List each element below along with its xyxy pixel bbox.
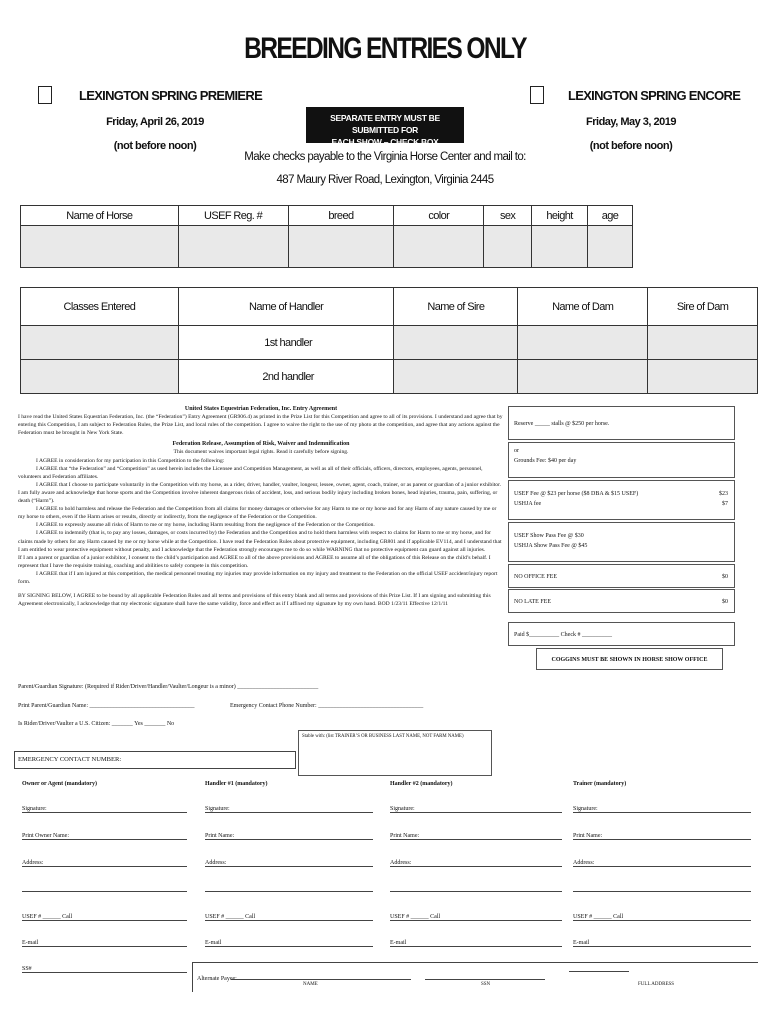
trainer-email[interactable]: E-mail bbox=[573, 940, 751, 947]
col-horse-name: Name of Horse bbox=[21, 206, 179, 226]
late-fee-label: NO LATE FEE bbox=[514, 599, 551, 605]
col-sire-of-dam: Sire of Dam bbox=[648, 288, 758, 326]
stall-reserve-label: Reserve _____ stalls @ $250 per horse. bbox=[514, 421, 610, 427]
late-fee-amount: $0 bbox=[722, 599, 728, 605]
owner-ssn[interactable]: SS# bbox=[22, 966, 187, 973]
classes-table bbox=[20, 287, 758, 394]
handler2-email[interactable]: E-mail bbox=[390, 940, 562, 947]
col-sex: sex bbox=[484, 206, 532, 226]
release-subheading: This document waives important legal rights. Read it carefully before signing. bbox=[173, 449, 349, 456]
entry-agreement bbox=[18, 405, 504, 608]
ushja-fee-amount: $7 bbox=[722, 501, 728, 507]
input-sex[interactable] bbox=[484, 226, 532, 268]
col-height: height bbox=[532, 206, 588, 226]
handler2-signature[interactable]: Signature: bbox=[390, 806, 562, 813]
input-color[interactable] bbox=[394, 226, 484, 268]
show-date-premiere: Friday, April 26, 2019 bbox=[106, 116, 204, 128]
handler2-print-name[interactable]: Print Name: bbox=[390, 833, 562, 840]
handler1-usef[interactable]: USEF # ______ Call bbox=[205, 914, 373, 921]
coggins-label: COGGINS MUST BE SHOWN IN HORSE SHOW OFFICE bbox=[551, 657, 708, 663]
col-color: color bbox=[394, 206, 484, 226]
owner-print-name[interactable]: Print Owner Name: bbox=[22, 833, 187, 840]
col-usef-reg: USEF Reg. # bbox=[178, 206, 288, 226]
separate-entry-notice bbox=[306, 107, 464, 147]
coggins-notice bbox=[536, 648, 723, 670]
handler2-address-line2[interactable] bbox=[390, 891, 562, 892]
print-parent-name[interactable]: Print Parent/Guardian Name: ___________________________________ bbox=[18, 703, 195, 709]
handler1-heading: Handler #1 (mandatory) bbox=[205, 781, 268, 787]
late-fee-row bbox=[508, 589, 735, 613]
alternate-payee-box[interactable] bbox=[192, 962, 758, 992]
citizen-question[interactable]: Is Rider/Driver/Vaulter a U.S. Citizen: _______ Yes _______ No bbox=[18, 721, 175, 727]
owner-signature[interactable]: Signature: bbox=[22, 806, 187, 813]
agreement-p4: I AGREE that I choose to participate voluntarily in the Competition with my horse, as a rider, driver, handler, vaulter, longeur, lessee, owner, agent, coach, trainer, or as parent or guardian of a junior exhibitor. I am fully aware and acknowledge that horse sports and the Competition involve inherent dangerous risks of accident, loss, and serious bodily injury including broken bones, head injuries, trauma, pain, suffering, or death (“Harm”). bbox=[18, 481, 502, 505]
office-fee-row bbox=[508, 564, 735, 588]
input-class-1[interactable] bbox=[21, 326, 179, 360]
office-fee-label: NO OFFICE FEE bbox=[514, 574, 558, 580]
col-dam-name: Name of Dam bbox=[518, 288, 648, 326]
show-note-premiere: (not before noon) bbox=[113, 140, 197, 152]
checkbox-spring-premiere[interactable] bbox=[38, 86, 52, 104]
col-age: age bbox=[588, 206, 633, 226]
input-age[interactable] bbox=[588, 226, 633, 268]
stable-with-label: Stable with: (list TRAINER’S OR BUSINESS LAST NAME, NOT FARM NAME) bbox=[302, 734, 464, 739]
usef-fee-label: USEF Fee @ $23 per horse ($8 DBA & $15 USEF) bbox=[514, 491, 639, 497]
input-sire-2[interactable] bbox=[394, 360, 518, 394]
agreement-heading: United States Equestrian Federation, Inc. Entry Agreement bbox=[184, 406, 338, 412]
agreement-p5: I AGREE to hold harmless and release the Federation and the Competition from all claims for money damages or otherwise for any Harm to me or my horse and for any Harm of any nature caused by me or my horse to others, even if the Harm arises or results, directly or indirectly, from the negligence of the Federation or the Competition. bbox=[18, 506, 497, 521]
emergency-contact-box[interactable] bbox=[14, 751, 296, 769]
parent-signature[interactable]: Parent/Guardian Signature: (Required if Rider/Driver/Handler/Vaulter/Longeur is a minor) ___________________________ bbox=[18, 684, 319, 690]
alt-payee-address-caption: FULL ADDRESS bbox=[638, 982, 675, 987]
alt-payee-address-line[interactable] bbox=[569, 971, 629, 972]
mailing-instructions: Make checks payable to the Virginia Horse Center and mail to: bbox=[244, 151, 526, 163]
trainer-heading: Trainer (mandatory) bbox=[573, 781, 627, 787]
input-sire-of-dam-2[interactable] bbox=[648, 360, 758, 394]
handler1-print-name[interactable]: Print Name: bbox=[205, 833, 373, 840]
stable-with-box[interactable] bbox=[298, 730, 492, 776]
alt-payee-name-line[interactable] bbox=[231, 979, 411, 980]
agreement-p7: I AGREE to indemnify (that is, to pay any losses, damages, or costs incurred by) the Federation and the Competition and to hold them harmless with respect to claims for Harm to me or my horse, and for claims made by others for any Harm caused by me or my horse while at the Competition. I have read the Federation Rules about protective equipment, including GR801 and if applicable EV114, and I understand that I am entitled to wear protective equipment without penalty, and I acknowledge that the Federation strongly encourages me to do so while WARNING that no protective equipment can guard against all injuries. bbox=[18, 530, 502, 553]
office-fee-amount: $0 bbox=[722, 574, 728, 580]
agreement-p8: If I am a parent or guardian of a junior exhibitor, I consent to the child’s participation and AGREE to all of the above provisions and AGREE to assume all of the obligations of this Release on the child’s behalf. I represent that I have the requisite training, coaching and abilities to safely compete in this competition. bbox=[18, 554, 491, 569]
grounds-fee-label: Grounds Fee: $40 per day bbox=[514, 458, 577, 464]
input-sire-of-dam-1[interactable] bbox=[648, 326, 758, 360]
agreement-p10: BY SIGNING BELOW, I AGREE to be bound by all applicable Federation Rules and all terms and provisions of this entry blank and all terms and provisions of this Prize List. If I am signing and submitting this Agreement electronically, I acknowledge that my electronic signature shall have the same validity, force and effect as if I affixed my signature by my own hand. BOD 1/23/11 Effective 12/1/11 bbox=[18, 593, 491, 608]
trainer-address[interactable]: Address: bbox=[573, 860, 751, 867]
col-sire-name: Name of Sire bbox=[394, 288, 518, 326]
handler-row-1[interactable]: 1st handler bbox=[178, 326, 394, 360]
trainer-signature[interactable]: Signature: bbox=[573, 806, 751, 813]
paid-label: Paid $__________ Check # __________ bbox=[514, 632, 612, 638]
show-date-encore: Friday, May 3, 2019 bbox=[586, 116, 676, 128]
usef-pass-label: USEF Show Pass Fee @ $30 bbox=[514, 533, 584, 539]
handler1-address[interactable]: Address: bbox=[205, 860, 373, 867]
input-sire-1[interactable] bbox=[394, 326, 518, 360]
trainer-print-name[interactable]: Print Name: bbox=[573, 833, 751, 840]
emergency-phone[interactable]: Emergency Contact Phone Number: ___________________________________ bbox=[230, 703, 424, 709]
stall-reserve[interactable] bbox=[508, 406, 735, 440]
agreement-p9: I AGREE that if I am injured at this competition, the medical personnel treating my injuries may provide information on my injury and treatment to the Federation on the official USEF accident/injury report form. bbox=[18, 570, 498, 585]
input-class-2[interactable] bbox=[21, 360, 179, 394]
show-note-encore: (not before noon) bbox=[589, 140, 673, 152]
input-breed[interactable] bbox=[288, 226, 394, 268]
ushja-fee-label: USHJA fee bbox=[514, 501, 542, 507]
col-breed: breed bbox=[288, 206, 394, 226]
agreement-p6: I AGREE to expressly assume all risks of Harm to me or my horse, including Harm resulting from the negligence of the Federation or the Competition. bbox=[36, 522, 375, 529]
owner-agent-heading: Owner or Agent (mandatory) bbox=[22, 781, 97, 787]
horse-info-table bbox=[20, 205, 633, 268]
trainer-address-line2[interactable] bbox=[573, 891, 751, 892]
alt-payee-name-caption: NAME bbox=[303, 982, 318, 987]
owner-address[interactable]: Address: bbox=[22, 860, 187, 867]
input-dam-2[interactable] bbox=[518, 360, 648, 394]
handler2-address[interactable]: Address: bbox=[390, 860, 562, 867]
grounds-fee bbox=[508, 442, 735, 478]
page-title: BREEDING ENTRIES ONLY bbox=[244, 32, 526, 65]
handler1-address-line2[interactable] bbox=[205, 891, 373, 892]
separate-entry-line2: EACH SHOW – CHECK BOX bbox=[331, 137, 439, 147]
col-handler-name: Name of Handler bbox=[178, 288, 394, 326]
owner-usef[interactable]: USEF # ______ Call bbox=[22, 914, 187, 921]
alt-payee-ssn-line[interactable] bbox=[425, 979, 545, 980]
handler-row-2[interactable]: 2nd handler bbox=[178, 360, 394, 394]
input-height[interactable] bbox=[532, 226, 588, 268]
paid-row[interactable] bbox=[508, 622, 735, 646]
usef-fee-row bbox=[508, 480, 735, 520]
handler1-signature[interactable]: Signature: bbox=[205, 806, 373, 813]
show-name-encore: LEXINGTON SPRING ENCORE bbox=[568, 88, 741, 103]
usef-fee-amount: $23 bbox=[719, 491, 728, 497]
agreement-p2: I AGREE in consideration for my participation in this Competition to the following: bbox=[36, 457, 225, 464]
col-classes-entered: Classes Entered bbox=[21, 288, 179, 326]
checkbox-spring-encore[interactable] bbox=[530, 86, 544, 104]
agreement-p1: I have read the United States Equestrian Federation, Inc. (the “Federation”) Entry Agreement (GR906.4) as printed in the Prize List for this Competition and agree to all of its provisions. I understand and agree that by entering this Competition, I am subject to Federation Rules, the Prize List, and local rules of the competition. I agree to waive the right to the use of my photo at the competition, and agree that any actions against the Federation must be brought in New York State. bbox=[18, 414, 503, 437]
agreement-p3: I AGREE that “the Federation” and “Competition” as used herein includes the Licensee and Competition Management, as well as all of their officials, officers, directors, employees, agents, personnel, volunteers and Federation affiliates. bbox=[18, 465, 483, 480]
or-label: or bbox=[514, 448, 519, 454]
input-usef-reg[interactable] bbox=[178, 226, 288, 268]
input-dam-1[interactable] bbox=[518, 326, 648, 360]
owner-email[interactable]: E-mail bbox=[22, 940, 187, 947]
input-horse-name[interactable] bbox=[21, 226, 179, 268]
separate-entry-line1: SEPARATE ENTRY MUST BE SUBMITTED FOR bbox=[330, 113, 440, 135]
alt-payee-ssn-caption: SSN bbox=[481, 982, 491, 987]
ushja-pass-label: USHJA Show Pass Fee @ $45 bbox=[514, 543, 588, 549]
handler2-heading: Handler #2 (mandatory) bbox=[390, 781, 453, 787]
handler2-usef[interactable]: USEF # ______ Call bbox=[390, 914, 562, 921]
owner-address-line2[interactable] bbox=[22, 891, 187, 892]
mailing-address: 487 Maury River Road, Lexington, Virginia 2445 bbox=[276, 174, 494, 186]
alternate-payee-label: Alternate Payee: bbox=[197, 976, 237, 982]
show-name-premiere: LEXINGTON SPRING PREMIERE bbox=[79, 88, 263, 103]
trainer-usef[interactable]: USEF # ______ Call bbox=[573, 914, 751, 921]
show-pass-row bbox=[508, 522, 735, 562]
handler1-email[interactable]: E-mail bbox=[205, 940, 373, 947]
release-heading: Federation Release, Assumption of Risk, Waiver and Indemnification bbox=[172, 441, 350, 448]
emergency-contact-label: EMERGENCY CONTACT NUMBER: bbox=[18, 756, 122, 763]
